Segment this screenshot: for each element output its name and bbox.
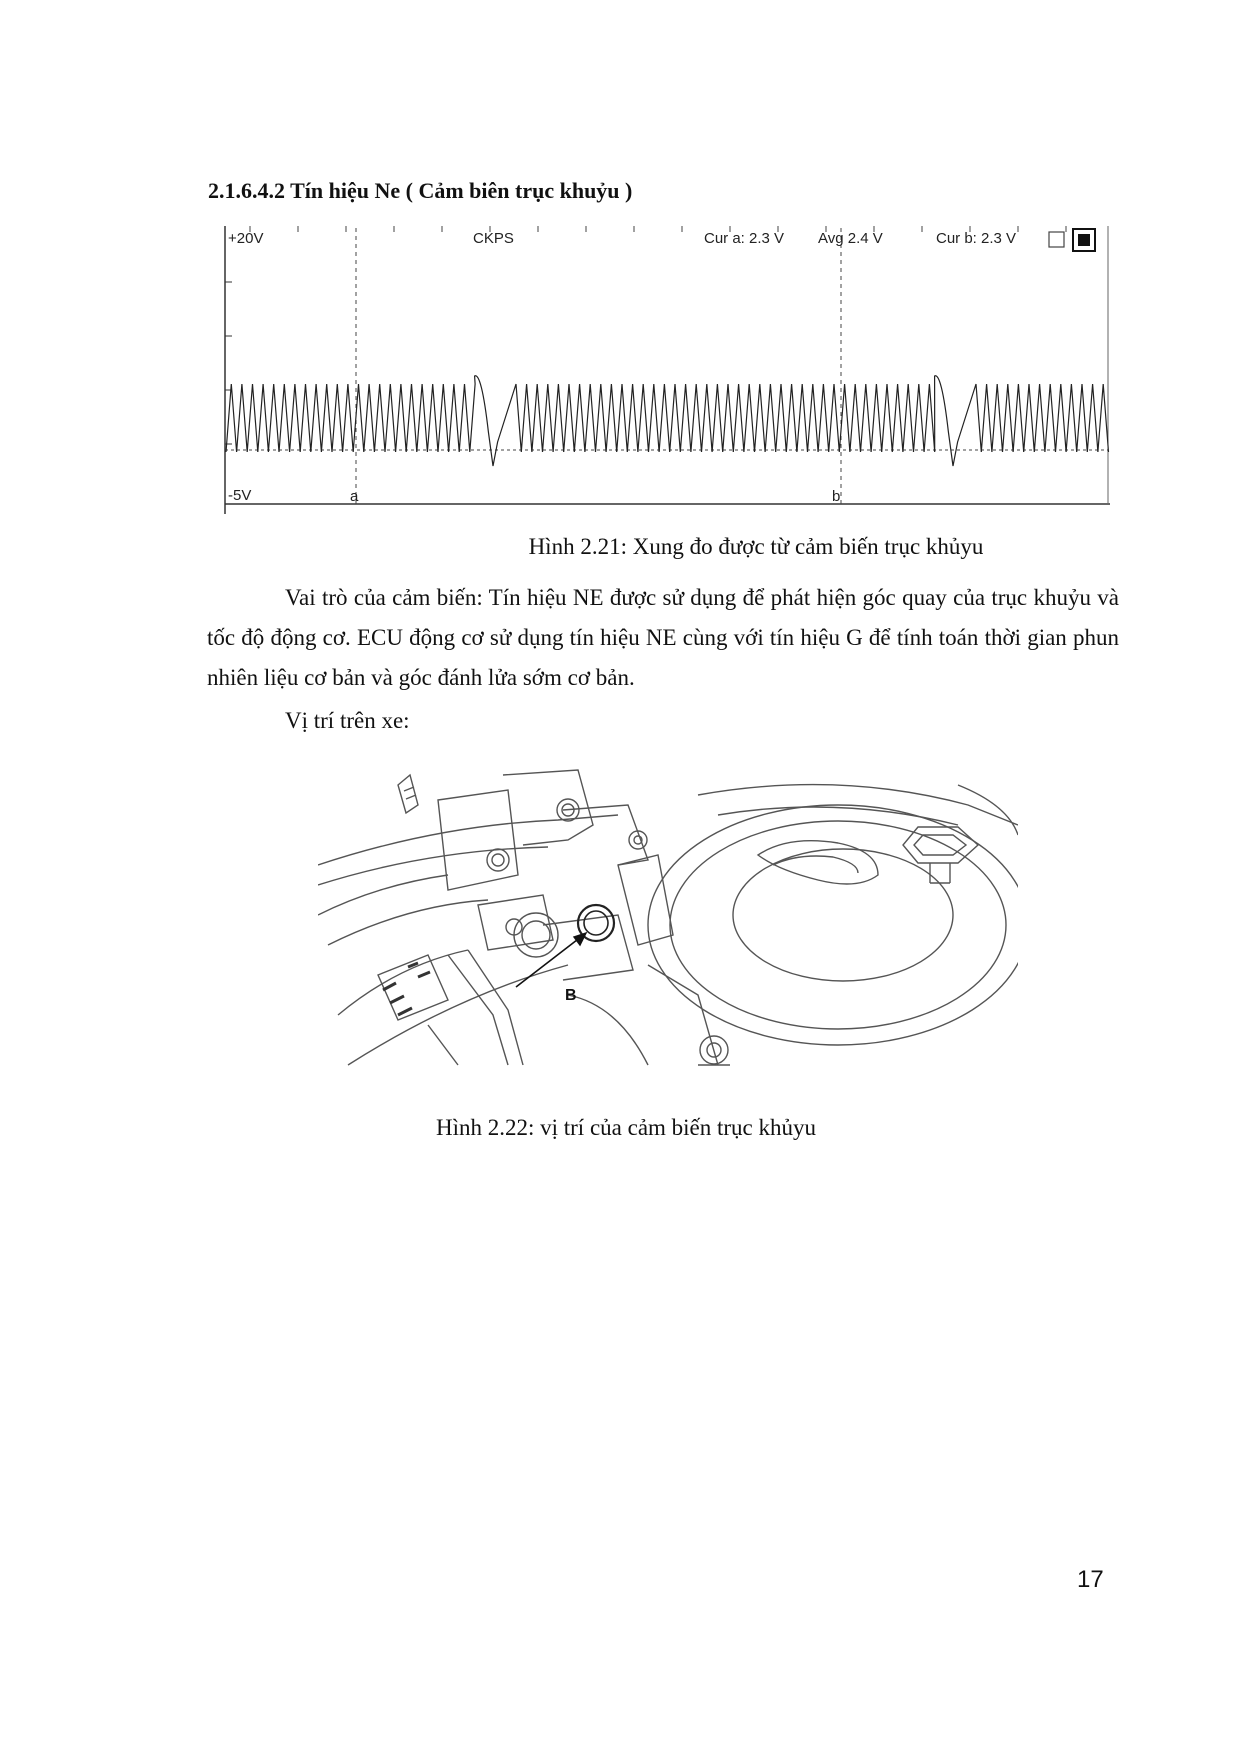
section-heading: 2.1.6.4.2 Tín hiệu Ne ( Cảm biên trục khuỷu )	[208, 178, 633, 203]
avg-readout: Avg 2.4 V	[818, 230, 883, 247]
body-paragraph: Vai trò của cảm biến: Tín hiệu NE được sử dụng để phát hiện góc quay của trục khuỷu và tốc độ động cơ. ECU động cơ sử dụng tín hiệu NE cùng với tín hiệu G để tính toán thời gian phun nhiên liệu cơ bản và góc đánh lửa sớm cơ bản.	[207, 585, 1119, 690]
position-label: Vị trí trên xe:	[285, 708, 410, 733]
figure-2-21-caption: Hình 2.21: Xung đo được từ cảm biến trục khủyu	[528, 534, 984, 559]
cursor-b-marker: b	[832, 488, 841, 505]
cursor-a-marker: a	[350, 488, 359, 505]
empty-checkbox-icon[interactable]	[1049, 232, 1064, 247]
oscilloscope-chart	[220, 224, 1110, 514]
filled-checkbox-fill-icon	[1078, 234, 1090, 246]
callout-b-label: B	[565, 987, 577, 1004]
channel-label: CKPS	[473, 230, 514, 247]
ckps-signal-trace	[226, 376, 1109, 466]
cursor-a-readout: Cur a: 2.3 V	[704, 230, 785, 247]
crankshaft-sensor-drawing	[318, 765, 1018, 1080]
y-max-label: +20V	[228, 230, 264, 247]
figure-2-22-caption: Hình 2.22: vị trí của cảm biến trục khủyu	[435, 1115, 817, 1140]
engine-line-drawing	[318, 765, 1018, 1080]
y-min-label: -5V	[228, 487, 252, 504]
oscilloscope-waveform	[220, 224, 1110, 514]
cursor-b-readout: Cur b: 2.3 V	[936, 230, 1017, 247]
page-number: 17	[1077, 1566, 1104, 1593]
